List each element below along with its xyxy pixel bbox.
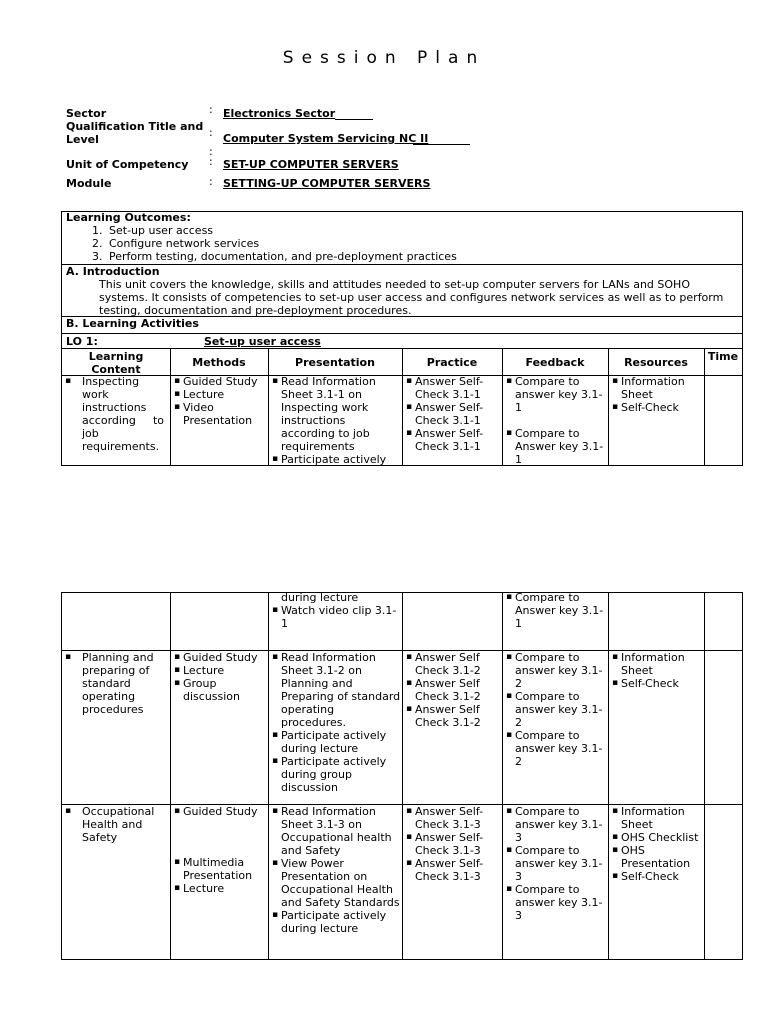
learning-outcome-item: 1. Set-up user access — [92, 224, 214, 237]
row1-practice — [405, 375, 501, 453]
sector-label: Sector — [66, 107, 107, 120]
row-divider — [61, 264, 743, 265]
col-divider — [268, 592, 269, 960]
module-label: Module — [66, 177, 112, 190]
list-item: ▪ Answer Self Check 3.1-2 — [405, 703, 501, 729]
col-divider — [502, 592, 503, 960]
row1-resources — [611, 375, 703, 414]
outcomes-top-rule — [205, 211, 710, 212]
list-item: ▪ Compare to answer key 3.1-2 — [505, 729, 605, 768]
learning-outcomes-list — [92, 224, 457, 263]
list-item: ▪ Guided Study — [173, 375, 268, 388]
list-item: ▪ Participate actively during lecture — [271, 909, 401, 935]
row3-methods-top — [173, 805, 268, 818]
list-item: ▪ Compare to answer key 3.1-2 — [505, 651, 605, 690]
list-item: ▪ Lecture — [173, 882, 268, 895]
list-item: ▪ Information Sheet — [611, 805, 703, 831]
page-title: Session Plan — [282, 48, 486, 68]
row1-content — [64, 375, 164, 453]
list-item: ▪ Guided Study — [173, 805, 268, 818]
row-divider — [61, 333, 743, 334]
row1-methods — [173, 375, 268, 427]
list-item: ▪ Compare to answer key 3.1-3 — [505, 844, 605, 883]
list-item: ▪ Participate actively during group discussion — [271, 755, 401, 794]
row3-practice — [405, 805, 501, 883]
unit-label: Unit of Competency — [66, 158, 189, 171]
col-divider — [170, 592, 171, 960]
list-item: ▪ Compare to Answer key 3.1-1 — [505, 427, 605, 466]
col-header-practice: Practice — [426, 356, 478, 369]
list-item: ▪ Answer Self-Check 3.1-1 — [405, 375, 501, 401]
list-item: ▪ Compare to answer key 3.1-3 — [505, 805, 605, 844]
col-divider — [268, 348, 269, 466]
row2-feedback — [505, 651, 605, 768]
col-header-content: Learning Content — [88, 350, 144, 376]
col-divider — [704, 348, 705, 466]
learning-outcome-item: 3. Perform testing, documentation, and pre-deployment practices — [92, 250, 457, 263]
learning-outcomes-heading: Learning Outcomes: — [66, 211, 191, 224]
col-header-time: Time — [707, 350, 739, 363]
list-item: ▪ Self-Check — [611, 401, 703, 414]
list-item: ▪ Compare to answer key 3.1-2 — [505, 690, 605, 729]
list-item: ▪ Watch video clip 3.1-1 — [271, 604, 401, 630]
list-item: ▪ Multimedia Presentation — [173, 856, 268, 882]
row2-resources — [611, 651, 703, 690]
row1-feedback — [505, 375, 605, 466]
sector-value: Electronics Sector — [223, 107, 336, 120]
learning-outcome-item: 2. Configure network services — [92, 237, 260, 250]
list-item: ▪ Group discussion — [173, 677, 268, 703]
list-item: ▪ Video Presentation — [173, 401, 268, 427]
introduction-heading: A. Introduction — [66, 265, 160, 278]
list-item: ▪ Compare to answer key 3.1-1 — [505, 375, 605, 414]
list-item: ▪ Read Information Sheet 3.1-2 on Planning and Preparing of standard operating procedures. — [271, 651, 401, 729]
list-item: ▪ Participate actively during lecture — [271, 729, 401, 755]
sector-underline — [335, 119, 373, 120]
row3-presentation — [271, 805, 401, 935]
list-item: ▪ OHS Checklist — [611, 831, 703, 844]
list-item: ▪ Self-Check — [611, 677, 703, 690]
list-item: ▪ Inspecting work instructions according to job requirements. — [64, 375, 164, 453]
list-item: ▪ Planning and preparing of standard operating procedures — [64, 651, 168, 716]
col-header-presentation: Presentation — [295, 356, 375, 369]
col-header-resources: Resources — [624, 356, 688, 369]
col-divider — [502, 348, 503, 466]
extra-colon: : — [209, 145, 213, 158]
list-item: ▪ Answer Self Check 3.1-2 — [405, 677, 501, 703]
row1-presentation-continued: during lecture — [281, 591, 359, 604]
list-item: ▪ Read Information Sheet 3.1-3 on Occupational health and Safety — [271, 805, 401, 857]
col-header-feedback: Feedback — [525, 356, 585, 369]
row3-feedback — [505, 805, 605, 922]
list-item: ▪ Lecture — [173, 388, 268, 401]
list-item: ▪ Information Sheet — [611, 375, 703, 401]
module-colon: : — [209, 175, 213, 188]
list-item: ▪ Answer Self-Check 3.1-3 — [405, 805, 501, 831]
introduction-text: This unit covers the knowledge, skills and attitudes needed to set-up computer servers for LANs and SOHO systems. It consists of competencies to set-up user access and configures network services as well as to perform testing, documentation and pre-deployment procedures. — [99, 278, 724, 317]
list-item: ▪ Answer Self-Check 3.1-3 — [405, 857, 501, 883]
list-item: ▪ Participate actively — [271, 453, 401, 466]
list-item: ▪ Answer Self-Check 3.1-1 — [405, 401, 501, 427]
row2-practice — [405, 651, 501, 729]
col-divider — [402, 348, 403, 466]
row1-feedback-cont — [505, 591, 605, 630]
row2-presentation — [271, 651, 401, 794]
col-header-methods: Methods — [192, 356, 246, 369]
sector-colon: : — [209, 103, 213, 116]
row3-content — [64, 805, 168, 844]
row2-content — [64, 651, 168, 716]
lo-label: LO 1: — [66, 335, 98, 348]
col-divider — [704, 592, 705, 960]
list-item: ▪ Guided Study — [173, 651, 268, 664]
list-item: ▪ Occupational Health and Safety — [64, 805, 168, 844]
list-item: ▪ Read Information Sheet 3.1-1 on Inspecting work instructions according to job requirements — [271, 375, 401, 453]
row1-presentation-cont-list — [271, 604, 401, 630]
list-item: ▪ Compare to Answer key 3.1-1 — [505, 591, 605, 630]
list-item: ▪ Information Sheet — [611, 651, 703, 677]
list-item: ▪ Answer Self-Check 3.1-3 — [405, 831, 501, 857]
list-item: ▪ Self-Check — [611, 870, 703, 883]
qualification-value: Computer System Servicing NC II — [223, 132, 429, 145]
list-item: ▪ View Power Presentation on Occupational Health and Safety Standards — [271, 857, 401, 909]
list-item: ▪ Compare to answer key 3.1-3 — [505, 883, 605, 922]
qualification-colon: : — [209, 126, 213, 139]
lo-title: Set-up user access — [204, 335, 321, 348]
list-item: ▪ OHS Presentation — [611, 844, 703, 870]
learning-activities-heading: B. Learning Activities — [66, 317, 199, 330]
row3-methods-bottom — [173, 856, 268, 895]
list-item: ▪ Answer Self Check 3.1-2 — [405, 651, 501, 677]
module-value: SETTING-UP COMPUTER SERVERS — [223, 177, 431, 190]
row2-methods — [173, 651, 268, 703]
col-divider — [608, 592, 609, 960]
unit-value: SET-UP COMPUTER SERVERS — [223, 158, 399, 171]
qualification-label: Qualification Title and Level — [66, 120, 204, 146]
unit-colon: : — [209, 155, 213, 168]
col-divider — [402, 592, 403, 960]
qualification-underline — [413, 144, 470, 145]
row3-resources — [611, 805, 703, 883]
col-divider — [170, 348, 171, 466]
row1-presentation — [271, 375, 401, 466]
list-item: ▪ Lecture — [173, 664, 268, 677]
col-divider — [608, 348, 609, 466]
list-item: ▪ Answer Self-Check 3.1-1 — [405, 427, 501, 453]
